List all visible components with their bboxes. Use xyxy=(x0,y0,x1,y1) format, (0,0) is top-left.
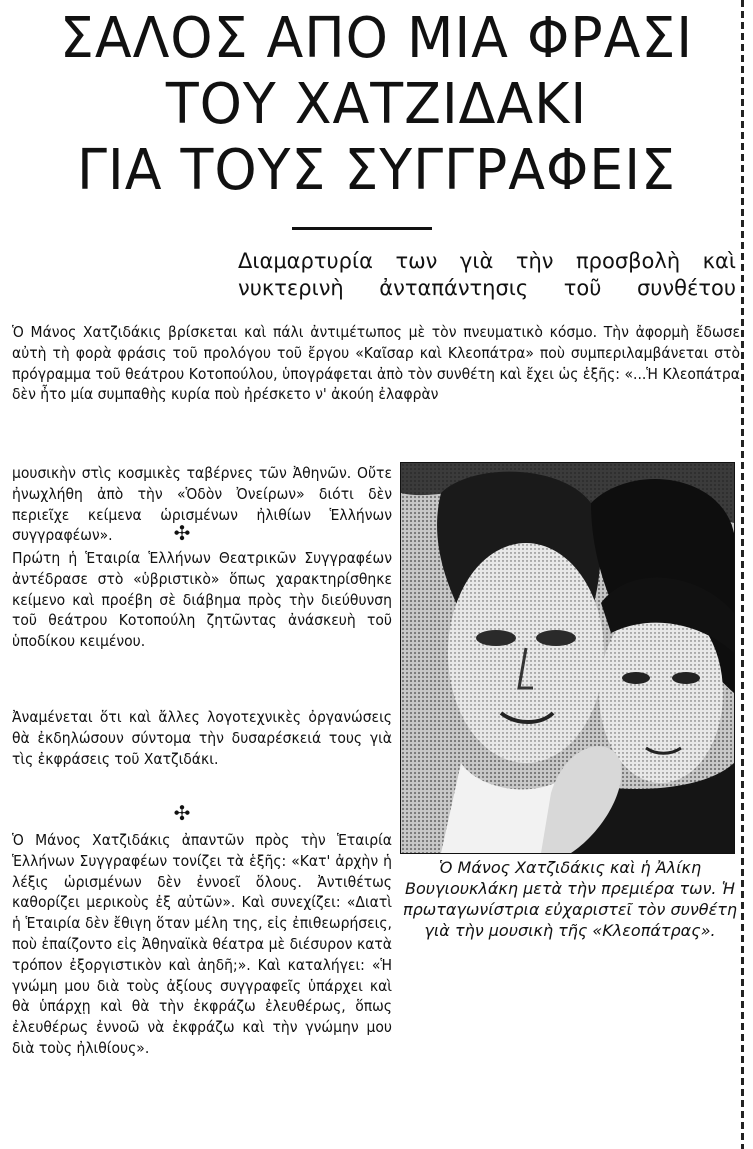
headline-divider xyxy=(292,227,432,230)
headline-line-2: ΤΟΥ ΧΑΤΖΙΔΑΚΙ xyxy=(165,72,588,137)
ornament-divider-1: ✣ xyxy=(173,521,191,545)
subheadline: Διαμαρτυρία των γιὰ τὴν προσβολὴ καὶ νυκτερινὴ ἀνταπάντησις τοῦ συνθέτου xyxy=(238,249,736,300)
headline-line-1: ΣΑΛΟΣ ΑΠΟ ΜΙΑ ΦΡΑΣΙ xyxy=(59,6,694,71)
intro-paragraph: Ὁ Μάνος Χατζιδάκις βρίσκεται καὶ πάλι ἀντιμέτωπος μὲ τὸν πνευματικὸ κόσμο. Τὴν ἀφορμὴ ἔδωσε αὐτὴ τὴ φορὰ φράσις τοῦ προλόγου τοῦ ἔργου «Καῖσαρ καὶ Κλεοπάτρα» ποὺ συμπεριλαμβάνεται στὸ πρόγραμμα τοῦ θεάτρου Κοτοπούλου, ὑπογράφεται ἀπὸ τὸν συνθέτη καὶ ἔχει ὡς ἑξῆς: «...Ἡ Κλεοπάτρα δὲν ἦτο μία συμπαθὴς κυρία ποὺ ἠρέσκετο ν' ἀκούη ἐλαφρὰν xyxy=(12,323,740,404)
photo-image xyxy=(401,463,734,853)
paragraph-1: Πρώτη ἡ Ἑταιρία Ἑλλήνων Θεατρικῶν Συγγραφέων ἀντέδρασε στὸ «ὑβριστικὸ» ὅπως χαρακτηρίσθηκε κείμενο καὶ προέβη σὲ διάβημα πρὸς τὴν διεύθυνση τοῦ θεάτρου Κοτοπούλη ζητῶντας ἀνάσκευὴ τοῦ ὑποδίκου κειμένου. xyxy=(12,549,392,651)
paragraph-3: Ὁ Μάνος Χατζιδάκις ἀπαντῶν πρὸς τὴν Ἑταιρία Ἑλλήνων Συγγραφέων τονίζει τὰ ἑξῆς: «Κατ' ἀρχὴν ἡ λέξις ὡρισμένων δὲν ἐννοεῖ ὅλους. Ἀντιθέτως καθορίζει μερικοὺς ἐξ αὐτῶν». Καὶ συνεχίζει: «Διατὶ ἡ Ἑταιρία δὲν ἔθιγη ὅταν μέλη της, εἰς ἐπιθεωρήσεις, ποὺ ἐπαίζοντο εἰς Ἀθηναϊκὰ θέατρα μὲ διέσυρον κατὰ τρόπον ἐξοργιστικὸν καὶ ἀηδῆ;». Καὶ καταλήγει: «Ἡ γνώμη μου διὰ τοὺς ἀξίους συγγραφεῖς ὑπάρχει καὶ θὰ ὑπάρχῃ καὶ θὰ τὴν ἐκφράζω ἐλευθέρως, ὅπως ἐλευθέρως ἐννοῶ νὰ ἐκφράζω καὶ τὴν γνώμην μου διὰ τοὺς ἠλιθίους». xyxy=(12,831,392,1057)
paragraph-2: Ἀναμένεται ὅτι καὶ ἄλλες λογοτεχνικὲς ὀργανώσεις θὰ ἐκδηλώσουν σύντομα τὴν δυσαρέσκειά τους γιὰ τὶς ἐκφράσεις τοῦ Χατζιδάκι. xyxy=(12,708,392,768)
headline-line-3: ΓΙΑ ΤΟΥΣ ΣΥΓΓΡΑΦΕΙΣ xyxy=(77,138,676,203)
photo-caption: Ὁ Μάνος Χατζιδάκις καὶ ἡ Ἀλίκη Βουγιουκλάκη μετὰ τὴν πρεμιέρα των. Ἡ πρωταγωνίστρια εὐχαριστεῖ τὸν συνθέτη γιὰ τὴν μουσικὴ τῆς «Κλεοπάτρας». xyxy=(403,858,737,940)
headline xyxy=(0,6,753,204)
ornament-divider-2: ✣ xyxy=(173,801,191,825)
intro-continued-paragraph: μουσικὴν στὶς κοσμικὲς ταβέρνες τῶν Ἀθηνῶν. Οὔτε ἠνωχλήθη ἀπὸ τὴν «Ὁδὸν Ὀνείρων» διότι δὲν περιεῖχε κείμενα ὡρισμένων ἠλιθίων Ἑλλήνων συγγραφέων». xyxy=(12,464,392,545)
article-photo xyxy=(400,462,735,854)
